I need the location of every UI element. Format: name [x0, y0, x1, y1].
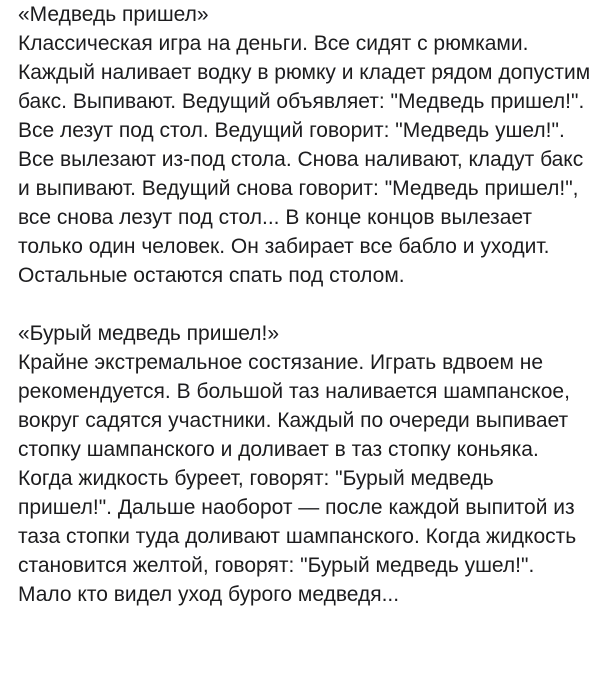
section-body: Крайне экстремальное состязание. Играть вдвоем не рекомендуется. В большой таз наливается шампанское, вокруг садятся участники. Каждый по очереди выпивает стопку шампанского и доливает в таз стопку коньяка. Когда жидкость буреет, говорят: "Бурый медведь пришел!". Дальше наоборот — после каждой выпитой из таза стопки туда доливают шампанского. Когда жидкость становится желтой, говорят: "Бурый медведь ушел!". Мало кто видел уход бурого медведя... [18, 351, 577, 606]
section-title: «Медведь пришел» [18, 3, 209, 26]
section-medved-prishel [18, 0, 593, 290]
post-text [18, 0, 593, 609]
section-title: «Бурый медведь пришел!» [18, 322, 280, 345]
section-buryi-medved-prishel [18, 319, 593, 609]
section-body: Классическая игра на деньги. Все сидят с рюмками. Каждый наливает водку в рюмку и кладет рядом допустим бакс. Выпивают. Ведущий объявляет: "Медведь пришел!". Все лезут под стол. Ведущий говорит: "Медведь ушел!". Все вылезают из-под стола. Снова наливают, кладут бакс и выпивают. Ведущий снова говорит: "Медведь пришел!", все снова лезут под стол... В конце концов вылезает только один человек. Он забирает все бабло и уходит. Остальные остаются спать под столом. [18, 32, 591, 287]
